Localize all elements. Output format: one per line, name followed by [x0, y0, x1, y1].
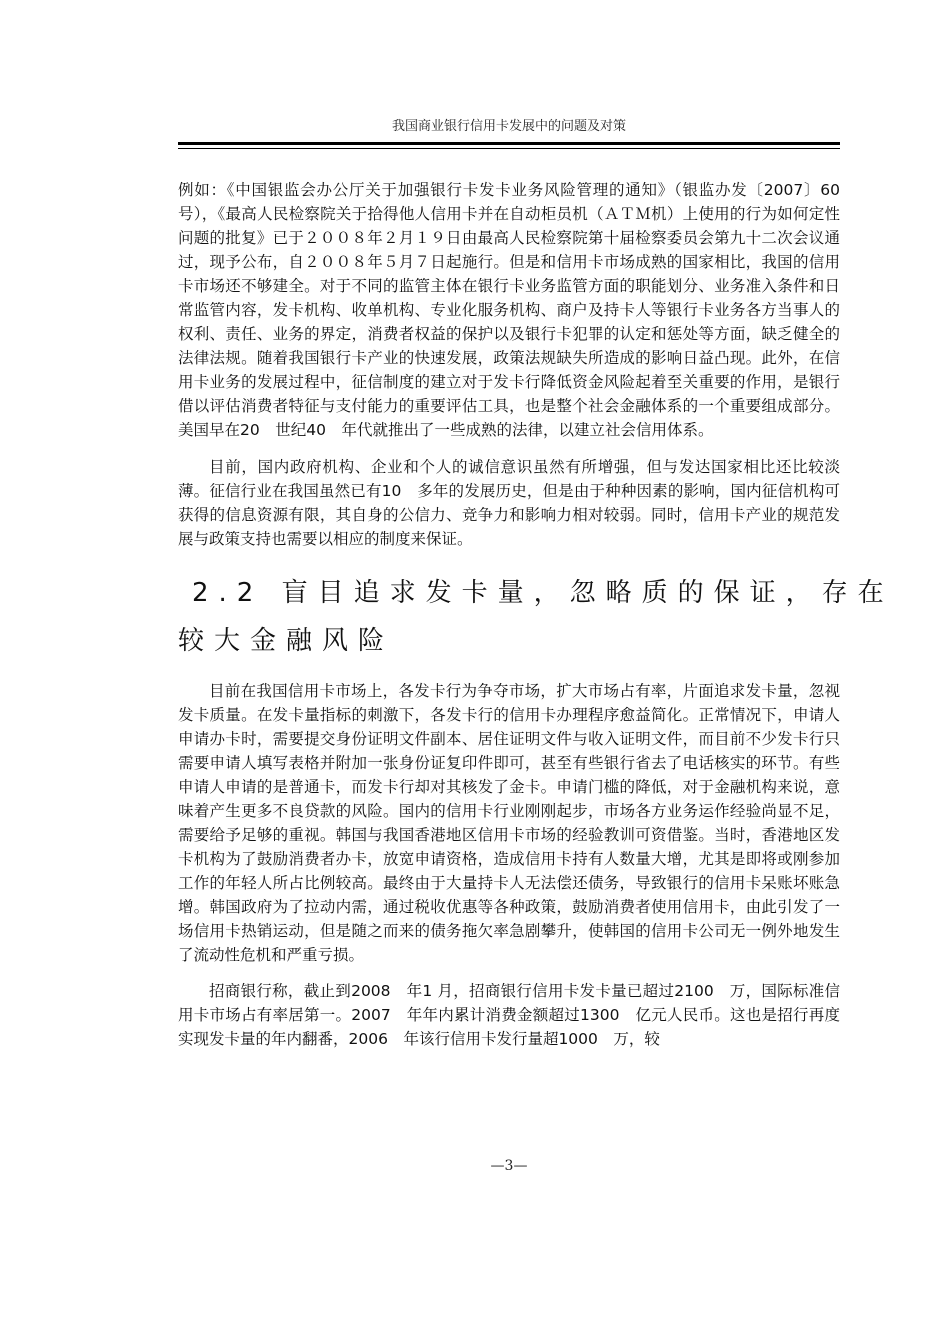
section-heading	[178, 569, 894, 665]
header-rule-thick	[178, 142, 840, 145]
body-text	[178, 178, 894, 1051]
paragraph-card-issuance-risk: 目前在我国信用卡市场上，各发卡行为争夺市场，扩大市场占有率，片面追求发卡量，忽视发卡质量。在发卡量指标的刺激下，各发卡行的信用卡办理程序愈益简化。正常情况下，申请人申请办卡时，需要提交身份证明文件副本、居住证明文件与收入证明文件，而目前不少发卡行只需要申请人填写表格并附加一张身份证复印件即可，甚至有些银行省去了电话核实的环节。有些申请人申请的是普通卡，而发卡行却对其核发了金卡。申请门槛的降低，对于金融机构来说，意味着产生更多不良贷款的风险。国内的信用卡行业刚刚起步，市场各方业务运作经验尚显不足，需要给予足够的重视。韩国与我国香港地区信用卡市场的经验教训可资借鉴。当时，香港地区发卡机构为了鼓励消费者办卡，放宽申请资格，造成信用卡持有人数量大增，尤其是即将或刚参加工作的年轻人所占比例较高。最终由于大量持卡人无法偿还债务，导致银行的信用卡呆账坏账急增。韩国政府为了拉动内需，通过税收优惠等各种政策，鼓励消费者使用信用卡，由此引发了一场信用卡热销运动，但是随之而来的债务拖欠率急剧攀升，使韩国的信用卡公司无一例外地发生了流动性危机和严重亏损。	[178, 682, 840, 964]
section-heading-line2: 较大金融风险	[178, 626, 395, 656]
running-header: 我国商业银行信用卡发展中的问题及对策	[391, 119, 626, 134]
page-number: —3—	[490, 1158, 528, 1174]
header-rule-thin	[178, 148, 840, 149]
paragraph-credit-awareness: 目前，国内政府机构、企业和个人的诚信意识虽然有所增强，但与发达国家相比还比较淡薄。征信行业在我国虽然已有10 多年的发展历史，但是由于种种因素的影响，国内征信机构可获得的信息资源有限，其自身的公信力、竞争力和影响力相对较弱。同时，信用卡产业的规范发展与政策支持也需要以相应的制度来保证。	[178, 458, 840, 548]
paragraph-cmb-example: 招商银行称，截止到2008 年1 月，招商银行信用卡发卡量已超过2100 万，国际标准信用卡市场占有率居第一。2007 年年内累计消费金额超过1300 亿元人民币。这也是招行再度实现发卡量的年内翻番，2006 年该行信用卡发行量超1000 万，较	[178, 982, 840, 1048]
paragraph-legal-framework: 例如：《中国银监会办公厅关于加强银行卡发卡业务风险管理的通知》（银监办发〔2007〕60号），《最高人民检察院关于拾得他人信用卡并在自动柜员机（ＡＴＭ机）上使用的行为如何定性问题的批复》已于２００８年２月１９日由最高人民检察院第十届检察委员会第九十二次会议通过，现予公布，自２００８年５月７日起施行。但是和信用卡市场成熟的国家相比，我国的信用卡市场还不够建全。对于不同的监管主体在银行卡业务监管方面的职能划分、业务准入条件和日常监管内容，发卡机构、收单机构、专业化服务机构、商户及持卡人等银行卡业务各方当事人的权利、责任、业务的界定，消费者权益的保护以及银行卡犯罪的认定和惩处等方面，缺乏健全的法律法规。随着我国银行卡产业的快速发展，政策法规缺失所造成的影响日益凸现。此外，在信用卡业务的发展过程中，征信制度的建立对于发卡行降低资金风险起着至关重要的作用，是银行借以评估消费者特征与支付能力的重要评估工具，也是整个社会金融体系的一个重要组成部分。美国早在20 世纪40 年代就推出了一些成熟的法律，以建立社会信用体系。	[178, 181, 840, 439]
section-heading-line1: 2.2 盲目追求发卡量，忽略质的保证，存在	[192, 578, 894, 608]
